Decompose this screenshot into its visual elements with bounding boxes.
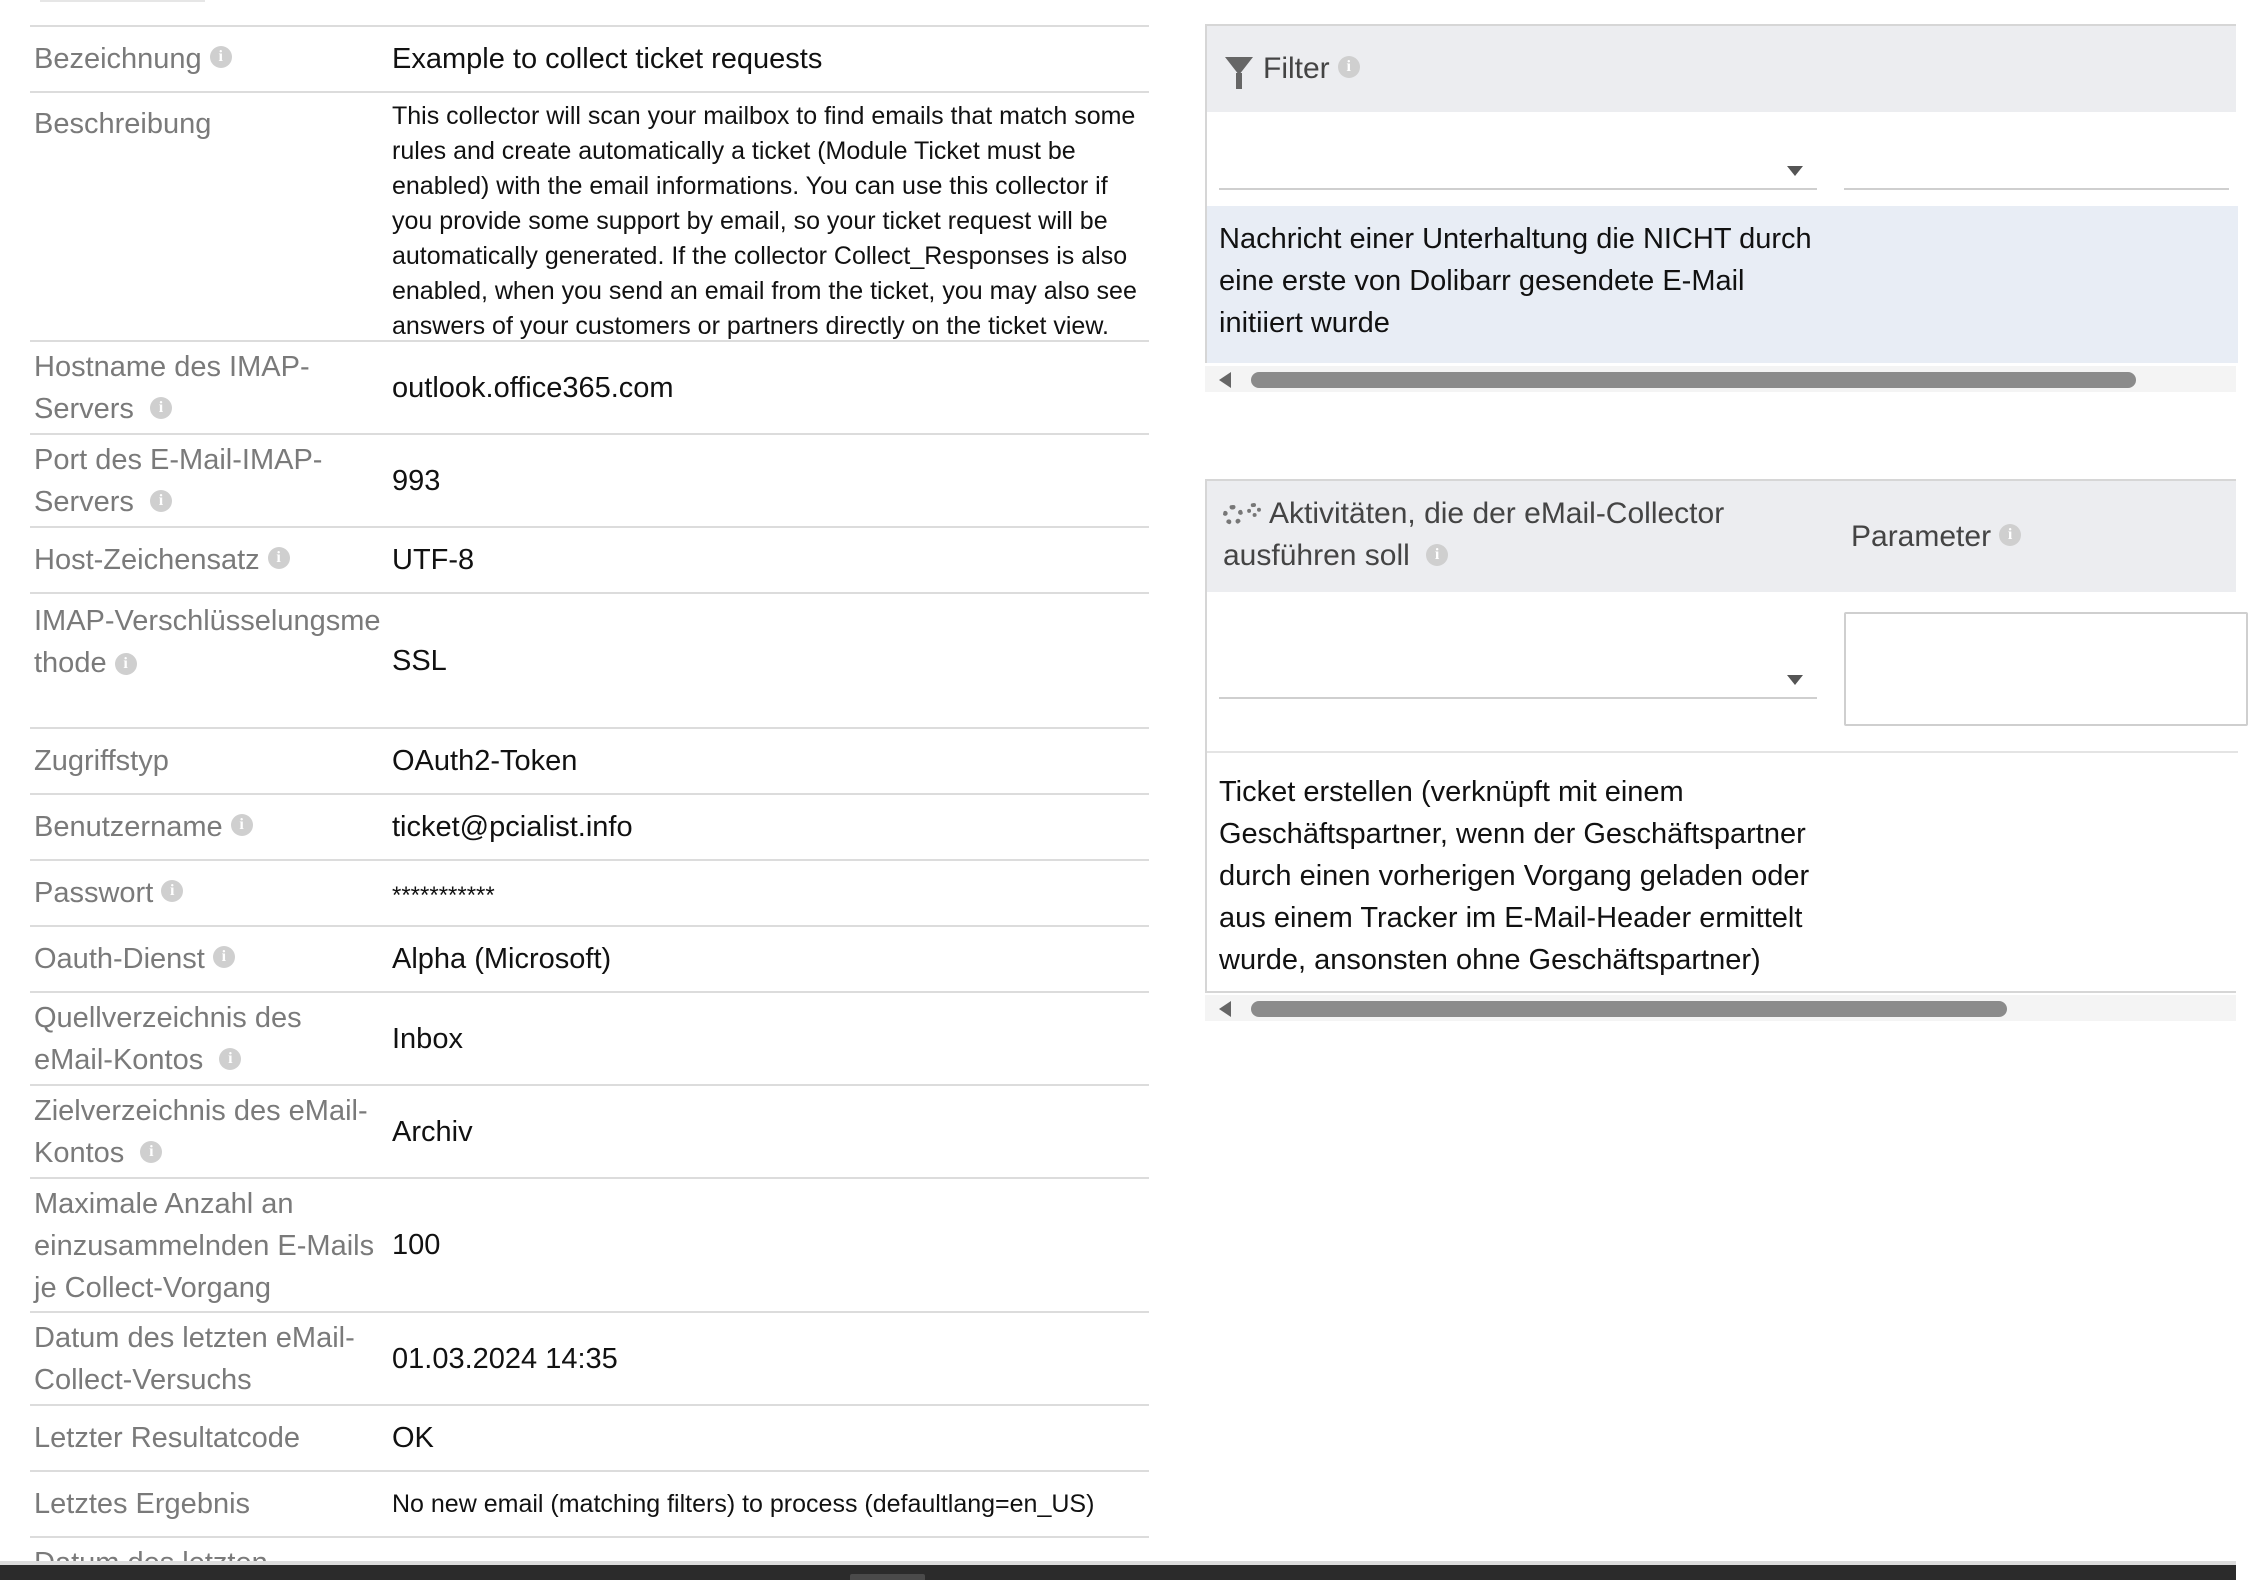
info-icon[interactable]: i xyxy=(1999,524,2021,546)
property-label xyxy=(30,1086,388,1177)
property-row-max-emails xyxy=(30,1177,1149,1311)
property-label-text: Letztes Ergebnis xyxy=(34,1488,251,1520)
property-label xyxy=(30,1313,388,1404)
scroll-left-arrow-icon[interactable] xyxy=(1219,372,1231,388)
property-row-charset xyxy=(30,526,1149,592)
property-row-imap-host xyxy=(30,340,1149,433)
action-parameter-textarea[interactable] xyxy=(1844,612,2248,726)
property-label-text: Passwort xyxy=(34,877,154,909)
filter-title: Filter xyxy=(1263,52,1330,85)
property-value: ticket@pcialist.info xyxy=(392,811,633,843)
actions-header-cell xyxy=(1207,481,1831,592)
property-label-text: Benutzername xyxy=(34,811,223,843)
property-value: 01.03.2024 14:35 xyxy=(392,1342,618,1375)
property-row-last-result-code xyxy=(30,1404,1149,1470)
property-value: This collector will scan your mailbox to find emails that match some rules and create automatically a ticket (Module Ticket must be enabled) with the email informations. You can use this collector if you provide some support by email, so your ticket request will be automatically generated. If the collector Collect_Responses is also enabled, when you send an email from the ticket, you may also see answers of your customers or partners directly on the ticket view. xyxy=(392,102,1137,340)
filter-panel xyxy=(1205,24,2236,363)
property-value: No new email (matching filters) to process (defaultlang=en_US) xyxy=(392,1489,1095,1518)
property-label-text: Letzter Resultatcode xyxy=(34,1422,300,1454)
property-value: OK xyxy=(392,1422,434,1454)
property-row-oauth-service xyxy=(30,925,1149,991)
property-label xyxy=(30,927,388,991)
chevron-down-icon xyxy=(1787,166,1803,176)
property-label-text: Beschreibung xyxy=(34,108,212,140)
property-label xyxy=(30,435,388,526)
property-value: 993 xyxy=(392,464,441,497)
property-label-text: Zielverzeichnis des eMail-Kontos xyxy=(34,1095,368,1169)
property-label xyxy=(30,861,388,925)
property-label xyxy=(30,1472,388,1536)
collector-properties-table xyxy=(30,25,1149,1560)
info-icon[interactable]: i xyxy=(161,880,183,902)
property-row-target-folder xyxy=(30,1084,1149,1177)
filter-type-select[interactable] xyxy=(1219,146,1817,190)
info-icon[interactable]: i xyxy=(150,397,172,419)
property-row-last-result xyxy=(30,1470,1149,1536)
info-icon[interactable]: i xyxy=(210,46,232,68)
scrollbar-thumb[interactable] xyxy=(1251,1001,2007,1017)
property-value: *********** xyxy=(392,882,495,909)
info-icon[interactable]: i xyxy=(1426,544,1448,566)
property-label xyxy=(30,594,388,727)
property-row-label xyxy=(30,25,1149,91)
param-header: Parameter xyxy=(1851,519,1992,553)
property-label xyxy=(30,1179,388,1311)
actions-panel-header xyxy=(1207,481,2236,592)
gear-small-icon xyxy=(1247,503,1261,517)
property-value: Archiv xyxy=(392,1115,473,1148)
property-label xyxy=(30,993,388,1084)
action-row-text: Ticket erstellen (verknüpft mit einem Geschäftspartner, wenn der Geschäftspartner durch einen vorherigen Vorgang geladen oder aus einem Tracker im E-Mail-Header ermittelt wurde, ansonsten ohne Geschäftspartner) xyxy=(1219,776,1810,976)
gear-icon xyxy=(1223,505,1243,525)
property-row-source-folder xyxy=(30,991,1149,1084)
filter-value-input[interactable] xyxy=(1844,146,2229,190)
info-icon[interactable]: i xyxy=(268,547,290,569)
property-row-description xyxy=(30,91,1149,340)
action-row xyxy=(1207,751,2238,995)
info-icon[interactable]: i xyxy=(140,1141,162,1163)
property-value: Alpha (Microsoft) xyxy=(392,943,612,975)
property-row-password xyxy=(30,859,1149,925)
property-value: SSL xyxy=(392,644,447,677)
property-label-text: Maximale Anzahl an einzusammelnden E-Mails je Collect-Vorgang xyxy=(34,1188,375,1304)
property-label xyxy=(30,93,388,340)
property-label-text: IMAP-Verschlüsselungsmethode xyxy=(34,605,381,679)
property-row-last-collect-date xyxy=(30,1311,1149,1404)
action-type-select[interactable] xyxy=(1219,651,1817,699)
filter-scrollbar[interactable] xyxy=(1205,366,2236,392)
property-label-text: Quellverzeichnis des eMail-Kontos xyxy=(34,1002,302,1076)
scroll-left-arrow-icon[interactable] xyxy=(1219,1001,1231,1017)
property-value: 100 xyxy=(392,1229,441,1261)
info-icon[interactable]: i xyxy=(231,814,253,836)
info-icon[interactable]: i xyxy=(213,946,235,968)
taskbar-tab[interactable] xyxy=(850,1574,925,1580)
property-label-text: Zugriffstyp xyxy=(34,745,169,777)
info-icon[interactable]: i xyxy=(219,1048,241,1070)
actions-scrollbar[interactable] xyxy=(1205,995,2236,1021)
property-row-cutoff xyxy=(30,1536,1149,1560)
info-icon[interactable]: i xyxy=(1338,56,1360,78)
filter-row xyxy=(1207,206,2238,363)
info-icon[interactable]: i xyxy=(150,490,172,512)
property-label-text: Host-Zeichensatz xyxy=(34,544,260,576)
property-label-text: Port des E-Mail-IMAP-Servers xyxy=(34,444,323,518)
top-tab-stub xyxy=(40,0,205,2)
property-row-username xyxy=(30,793,1149,859)
scrollbar-thumb[interactable] xyxy=(1251,372,2136,388)
param-header-cell xyxy=(1831,481,2021,592)
property-row-access-type xyxy=(30,727,1149,793)
actions-panel xyxy=(1205,479,2236,993)
property-label-text: Bezeichnung xyxy=(34,43,202,75)
property-label xyxy=(30,1406,388,1470)
filter-row-text: Nachricht einer Unterhaltung die NICHT durch eine erste von Dolibarr gesendete E-Mail initiiert wurde xyxy=(1219,223,1812,339)
property-row-imap-port xyxy=(30,433,1149,526)
property-label xyxy=(30,27,388,91)
filter-icon xyxy=(1225,57,1253,75)
chevron-down-icon xyxy=(1787,675,1803,685)
property-row-encryption xyxy=(30,592,1149,727)
property-value: OAuth2-Token xyxy=(392,745,578,777)
property-label xyxy=(30,729,388,793)
property-value: Inbox xyxy=(392,1022,463,1055)
property-value: Example to collect ticket requests xyxy=(392,43,823,75)
property-label xyxy=(30,342,388,433)
property-value: UTF-8 xyxy=(392,544,475,576)
taskbar xyxy=(0,1565,2236,1580)
property-label xyxy=(30,1538,388,1560)
property-label xyxy=(30,795,388,859)
property-label-text: Oauth-Dienst xyxy=(34,943,205,975)
property-value: outlook.office365.com xyxy=(392,371,674,404)
property-label-text: Datum des letzten eMail-Collect-Versuchs xyxy=(34,1322,355,1396)
actions-title: Aktivitäten, die der eMail-Collector ausführen soll xyxy=(1223,497,1725,572)
filter-panel-header xyxy=(1207,26,2236,112)
property-label xyxy=(30,528,388,592)
property-label-text: Hostname des IMAP-Servers xyxy=(34,351,310,425)
info-icon[interactable]: i xyxy=(115,653,137,675)
